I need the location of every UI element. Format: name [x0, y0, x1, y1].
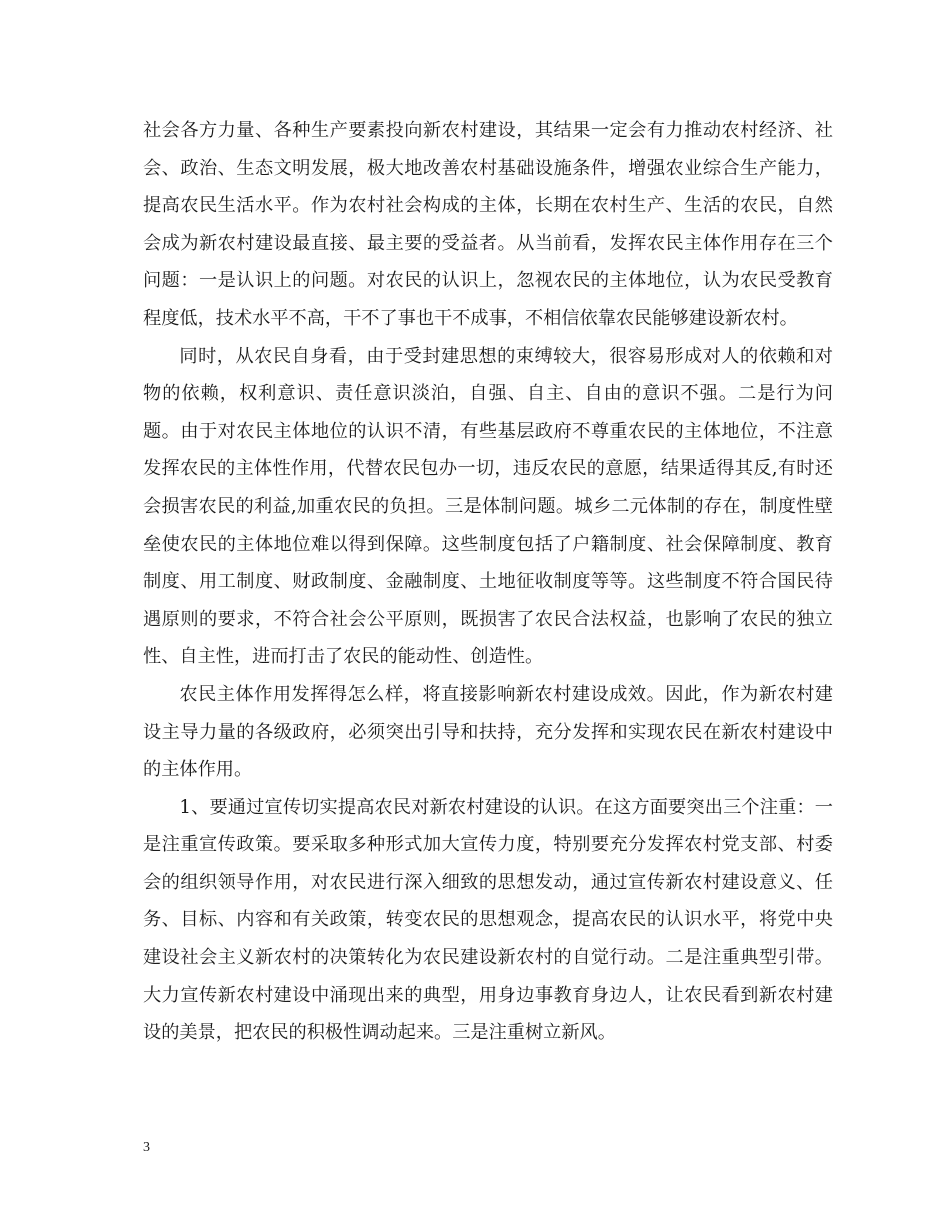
document-body — [143, 112, 833, 1052]
paragraph-1: 社会各方力量、各种生产要素投向新农村建设，其结果一定会有力推动农村经济、社会、政治、生态文明发展，极大地改善农村基础设施条件，增强农业综合生产能力，提高农民生活水平。作为农村社会构成的主体，长期在农村生产、生活的农民，自然会成为新农村建设最直接、最主要的受益者。从当前看，发挥农民主体作用存在三个问题：一是认识上的问题。对农民的认识上，忽视农民的主体地位，认为农民受教育程度低，技术水平不高，干不了事也干不成事，不相信依靠农民能够建设新农村。 — [143, 120, 833, 329]
page-number: 3 — [143, 1140, 150, 1155]
paragraph-2: 同时，从农民自身看，由于受封建思想的束缚较大，很容易形成对人的依赖和对物的依赖，权利意识、责任意识淡泊，自强、自主、自由的意识不强。二是行为问题。由于对农民主体地位的认识不清，有些基层政府不尊重农民的主体地位，不注意发挥农民的主体性作用，代替农民包办一切，违反农民的意愿，结果适得其反,有时还会损害农民的利益,加重农民的负担。三是体制问题。城乡二元体制的存在，制度性壁垒使农民的主体地位难以得到保障。这些制度包括了户籍制度、社会保障制度、教育制度、用工制度、财政制度、金融制度、土地征收制度等等。这些制度不符合国民待遇原则的要求，不符合社会公平原则，既损害了农民合法权益，也影响了农民的独立性、自主性，进而打击了农民的能动性、创造性。 — [143, 345, 833, 668]
paragraph-4: 1、要通过宣传切实提高农民对新农村建设的认识。在这方面要突出三个注重：一是注重宣传政策。要采取多种形式加大宣传力度，特别要充分发挥农村党支部、村委会的组织领导作用，对农民进行深入细致的思想发动，通过宣传新农村建设意义、任务、目标、内容和有关政策，转变农民的思想观念，提高农民的认识水平，将党中央建设社会主义新农村的决策转化为农民建设新农村的自觉行动。二是注重典型引带。大力宣传新农村建设中涌现出来的典型，用身边事教育身边人，让农民看到新农村建设的美景，把农民的积极性调动起来。三是注重树立新风。 — [143, 796, 833, 1044]
paragraph-3: 农民主体作用发挥得怎么样，将直接影响新农村建设成效。因此，作为新农村建设主导力量的各级政府，必须突出引导和扶持，充分发挥和实现农民在新农村建设中的主体作用。 — [143, 683, 833, 781]
